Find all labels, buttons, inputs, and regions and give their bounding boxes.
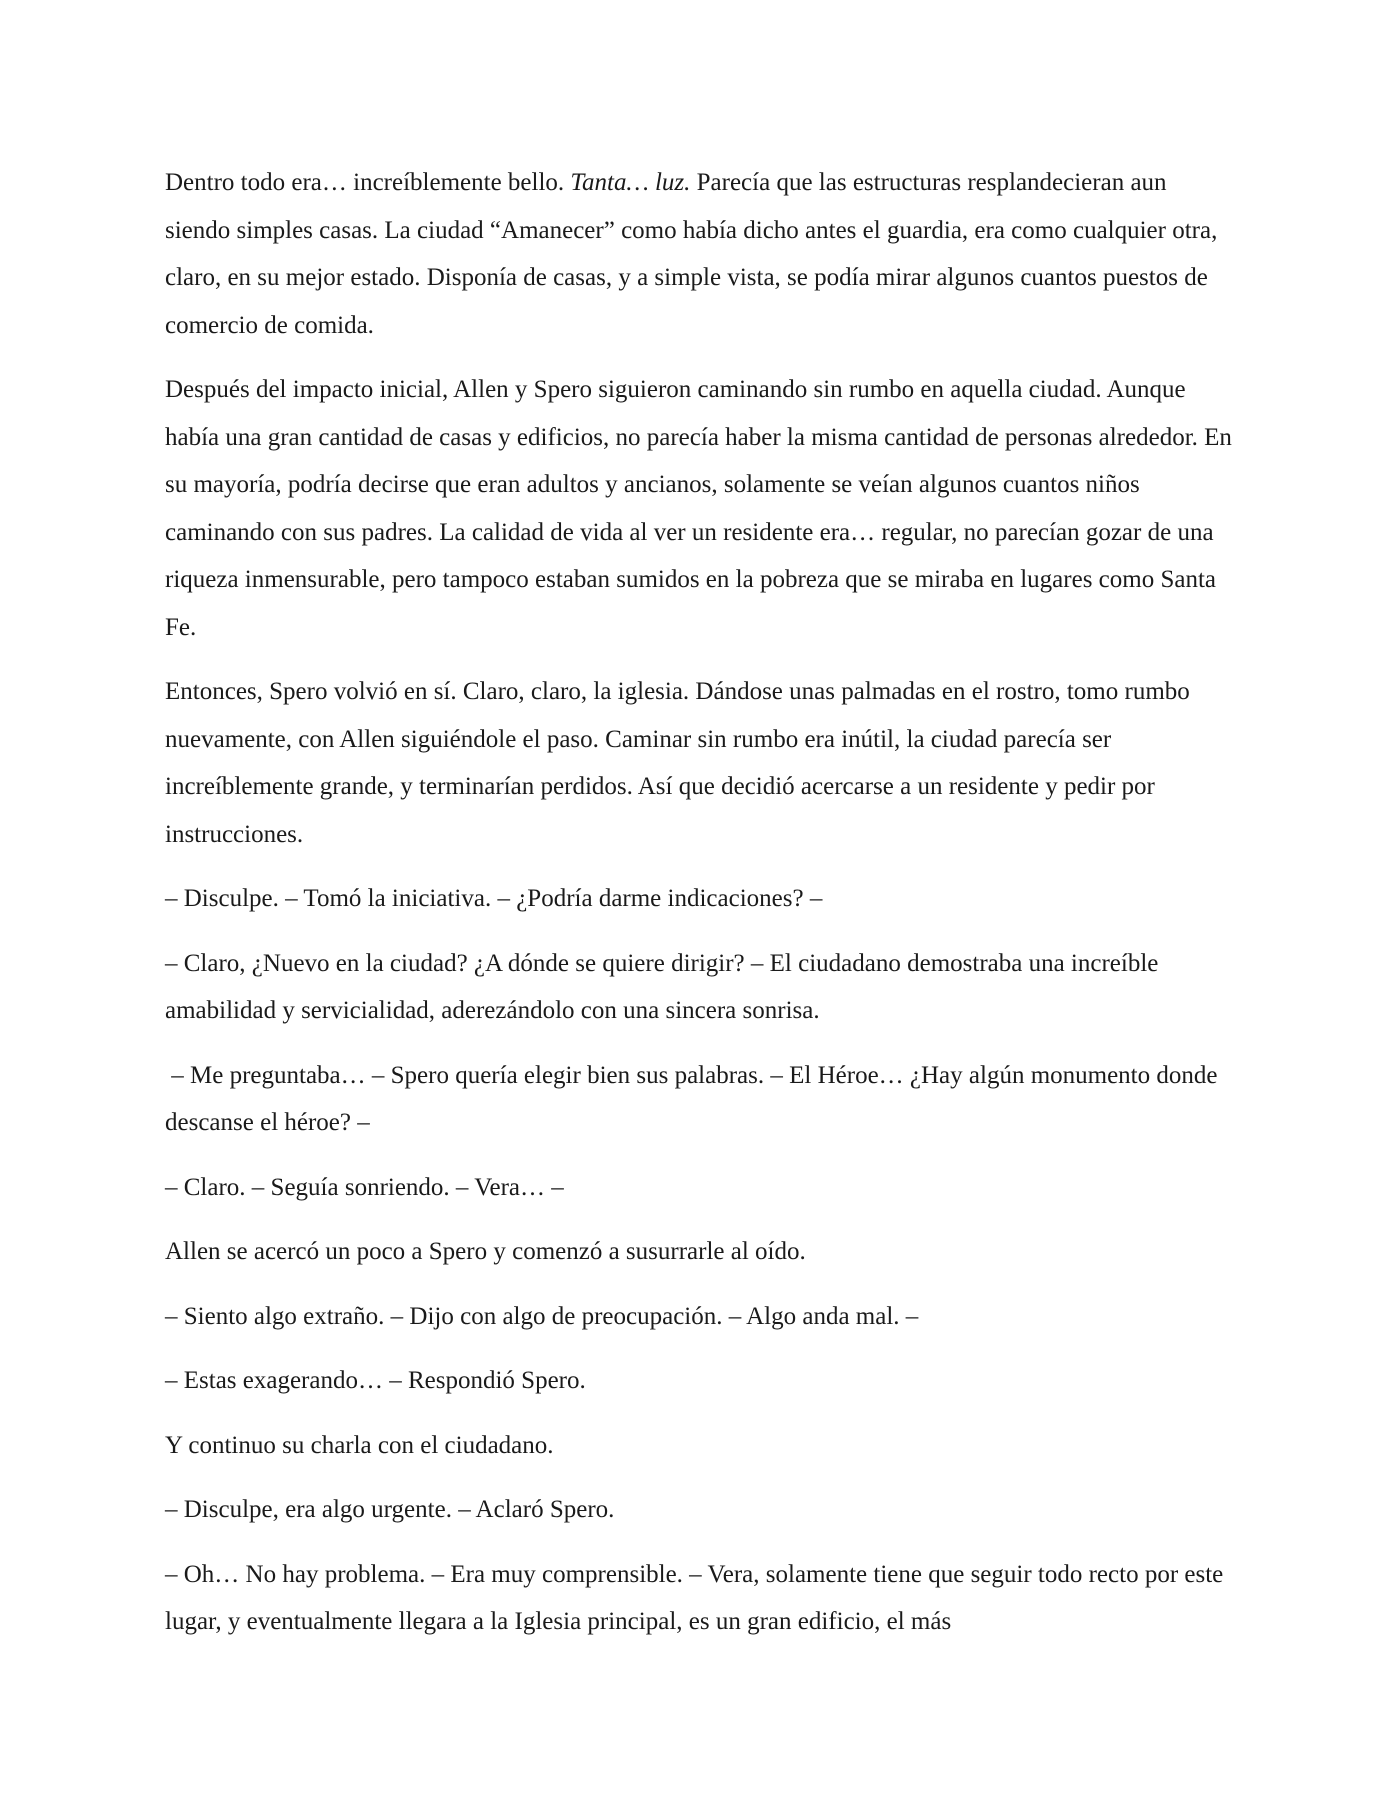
paragraph-13: – Oh… No hay problema. – Era muy comprensible. – Vera, solamente tiene que seguir todo recto por este lugar, y eventualmente llegara a la Iglesia principal, es un gran edificio, el más	[165, 1560, 1224, 1635]
paragraph-11: Y continuo su charla con el ciudadano.	[165, 1431, 554, 1459]
paragraph-6-text: – Me preguntaba… – Spero quería elegir bien sus palabras. – El Héroe… ¿Hay algún monumento donde descanse el héroe? –	[165, 1061, 1218, 1136]
paragraph-6	[165, 1052, 1235, 1147]
document-body	[165, 159, 1235, 1663]
paragraph-1-start: Dentro todo era… increíblemente bello.	[165, 169, 571, 196]
paragraph-4: – Disculpe. – Tomó la iniciativa. – ¿Podría darme indicaciones? –	[165, 885, 823, 912]
paragraph-3: Entonces, Spero volvió en sí. Claro, claro, la iglesia. Dándose unas palmadas en el rostro, tomo rumbo nuevamente, con Allen siguiéndole el paso. Caminar sin rumbo era inútil, la ciudad parecía ser increíblemente grande, y terminarían perdidos. Así que decidió acercarse a un residente y pedir por instrucciones.	[165, 678, 1190, 848]
paragraph-9: – Siento algo extraño. – Dijo con algo de preocupación. – Algo anda mal. –	[165, 1302, 919, 1330]
paragraph-2: Después del impacto inicial, Allen y Spero siguieron caminando sin rumbo en aquella ciudad. Aunque había una gran cantidad de casas y edificios, no parecía haber la misma cantidad de personas alrededor. En su mayoría, podría decirse que eran adultos y ancianos, solamente se veían algunos cuantos niños caminando con sus padres. La calidad de vida al ver un residente era… regular, no parecían gozar de una riqueza inmensurable, pero tampoco estaban sumidos en la pobreza que se miraba en lugares como Santa Fe.	[165, 376, 1232, 641]
paragraph-10: – Estas exagerando… – Respondió Spero.	[165, 1367, 586, 1394]
paragraph-12: – Disculpe, era algo urgente. – Aclaró Spero.	[165, 1496, 615, 1523]
paragraph-7: – Claro. – Seguía sonriendo. – Vera… –	[165, 1173, 564, 1201]
paragraph-1-end: Parecía que las estructuras resplandecieran aun siendo simples casas. La ciudad “Amanecer” como había dicho antes el guardia, era como cualquier otra, claro, en su mejor estado. Disponía de casas, y a simple vista, se podía mirar algunos cuantos puestos de comercio de comida.	[165, 169, 1218, 339]
paragraph-1	[165, 159, 1235, 349]
paragraph-8: Allen se acercó un poco a Spero y comenzó a susurrarle al oído.	[165, 1238, 806, 1265]
paragraph-1-italic: Tanta… luz.	[570, 169, 691, 196]
paragraph-5: – Claro, ¿Nuevo en la ciudad? ¿A dónde se quiere dirigir? – El ciudadano demostraba una increíble amabilidad y servicialidad, aderezándolo con una sincera sonrisa.	[165, 949, 1159, 1024]
